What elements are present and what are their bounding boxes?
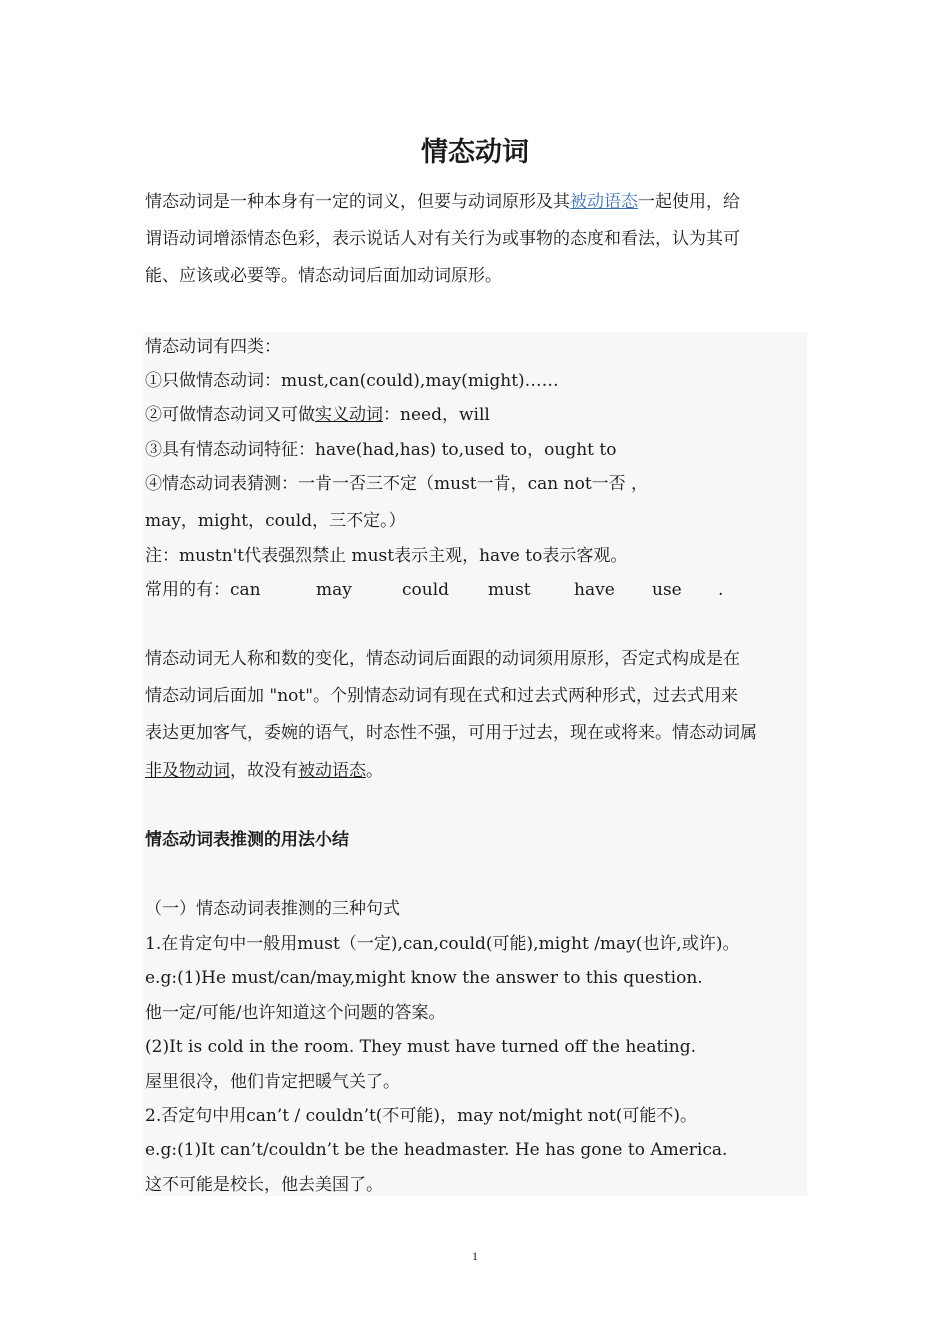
page-number: 1 — [472, 1249, 478, 1263]
passive-voice-link-2[interactable]: 被动语态 — [298, 761, 366, 781]
common-word: could — [402, 580, 450, 600]
passive-voice-link[interactable]: 被动语态 — [570, 192, 638, 212]
categories-heading: 情态动词有四类： — [145, 337, 281, 357]
common-words-line — [145, 579, 723, 601]
category-item-1: ①只做情态动词：must,can(could),may(might)…… — [145, 371, 559, 391]
features-text: ，故没有 — [230, 761, 298, 781]
category-text: ②可做情态动词又可做 — [145, 405, 315, 425]
features-line-4 — [145, 760, 383, 782]
intro-line-2: 谓语动词增添情态色彩，表示说话人对有关行为或事物的态度和看法，认为其可 — [145, 229, 740, 249]
summary-example-2-translation: 屋里很冷，他们肯定把暖气关了。 — [145, 1072, 400, 1092]
intro-text: 一起使用，给 — [638, 192, 740, 212]
common-word: have — [574, 580, 615, 600]
summary-subheading: （一）情态动词表推测的三种句式 — [145, 899, 400, 919]
category-text: ：need，will — [383, 405, 490, 425]
summary-example-3-translation: 这不可能是校长，他去美国了。 — [145, 1175, 383, 1195]
common-word: can — [230, 580, 261, 600]
features-text: 。 — [366, 761, 383, 781]
intransitive-verb-link[interactable]: 非及物动词 — [145, 761, 230, 781]
intro-line-3: 能、应该或必要等。情态动词后面加动词原形。 — [145, 266, 502, 286]
category-note: 注：mustn't代表强烈禁止 must表示主观，have to表示客观。 — [145, 546, 628, 566]
category-item-3: ③具有情态动词特征：have(had,has) to,used to，ought to — [145, 440, 617, 460]
common-word: use — [652, 580, 682, 600]
summary-heading: 情态动词表推测的用法小结 — [145, 830, 349, 850]
summary-example-3: e.g:(1)It can’t/couldn’t be the headmaster. He has gone to America. — [145, 1140, 728, 1160]
category-item-4-line-2: may，might，could，三不定。） — [145, 511, 406, 531]
summary-example-1: e.g:(1)He must/can/may,might know the answer to this question. — [145, 968, 703, 988]
summary-example-1-translation: 他一定/可能/也许知道这个问题的答案。 — [145, 1003, 446, 1023]
features-line-3: 表达更加客气，委婉的语气，时态性不强，可用于过去，现在或将来。情态动词属 — [145, 723, 757, 743]
features-line-2: 情态动词后面加 "not"。个别情态动词有现在式和过去式两种形式，过去式用来 — [145, 686, 739, 706]
intro-text: 情态动词是一种本身有一定的词义，但要与动词原形及其 — [145, 192, 570, 212]
common-word: must — [488, 580, 531, 600]
features-line-1: 情态动词无人称和数的变化，情态动词后面跟的动词须用原形，否定式构成是在 — [145, 649, 740, 669]
category-item-4-line-1: ④情态动词表猜测：一肯一否三不定（must一肯，can not一否 ， — [145, 474, 649, 494]
page-title: 情态动词 — [421, 137, 529, 168]
intro-line-1 — [145, 191, 740, 213]
summary-point-1: 1.在肯定句中一般用must（一定),can,could(可能),might /may(也许,或许)。 — [145, 934, 740, 954]
summary-example-2: (2)It is cold in the room. They must have turned off the heating. — [145, 1037, 696, 1057]
common-word: . — [718, 580, 724, 600]
common-word: may — [316, 580, 352, 600]
common-label: 常用的有： — [145, 580, 230, 600]
category-item-2 — [145, 404, 490, 426]
summary-point-2: 2.否定句中用can’t / couldn’t(不可能)，may not/might not(可能不)。 — [145, 1106, 697, 1126]
notional-verb-link[interactable]: 实义动词 — [315, 405, 383, 425]
